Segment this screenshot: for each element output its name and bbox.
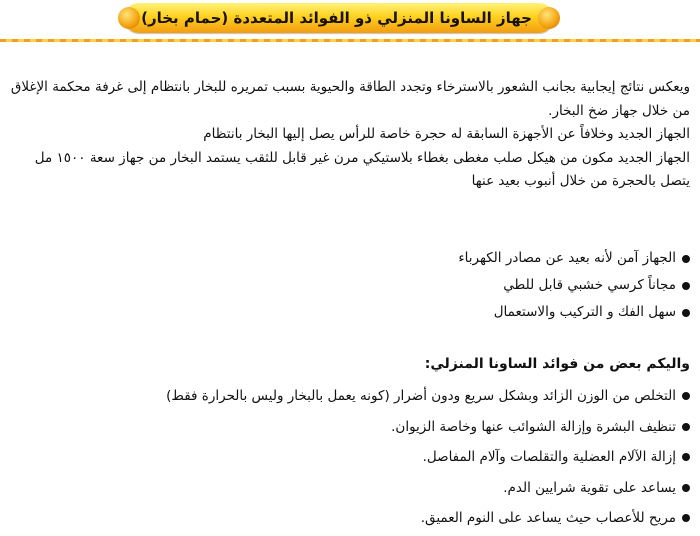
bullet-icon — [682, 423, 690, 431]
title-banner — [124, 3, 554, 33]
page-title: جهاز الساونا المنزلي ذو الفوائد المتعددة (حمام بخار) — [141, 9, 532, 27]
benefit-text: يساعد على تقوية شرايين الدم. — [503, 479, 676, 496]
list-item — [8, 245, 690, 272]
benefit-text: التخلص من الوزن الزائد وبشكل سريع ودون أضرار (كونه يعمل بالبخار وليس بالحرارة فقط) — [166, 388, 676, 404]
list-item — [8, 442, 690, 473]
bullet-icon — [682, 392, 690, 400]
benefits-list — [8, 381, 690, 534]
feature-text: الجهاز آمن لأنه بعيد عن مصادر الكهرباء — [458, 250, 676, 266]
list-item — [8, 299, 690, 326]
intro-paragraph: الجهاز الجديد مكون من هيكل صلب مغطى بغطاء بلاستيكي مرن غير قابل للثقب يستمد البخار من جهاز سعة ١٥٠٠ مل يتصل بالحجرة من خلال أنبوب بعيد عنها — [34, 149, 690, 189]
feature-text: مجاناً كرسي خشبي قابل للطي — [503, 277, 676, 293]
list-item — [8, 381, 690, 412]
bullet-icon — [682, 453, 690, 461]
list-item — [8, 412, 690, 443]
benefit-text: تنظيف البشرة وإزالة الشوائب عنها وخاصة الزيوان. — [391, 418, 676, 435]
benefit-text: إزالة الآلام العضلية والتقلصات وآلام المفاصل. — [422, 449, 676, 465]
bullet-icon — [682, 282, 690, 290]
list-item — [8, 473, 690, 504]
intro-section — [8, 76, 690, 194]
decorative-divider — [0, 39, 700, 42]
feature-text: سهل الفك و التركيب والاستعمال — [493, 304, 676, 320]
bullet-icon — [682, 514, 690, 522]
bullet-icon — [682, 255, 690, 263]
benefits-heading: واليكم بعض من فوائد الساونا المنزلي: — [424, 356, 690, 372]
bullet-icon — [682, 484, 690, 492]
bullet-icon — [682, 309, 690, 317]
benefit-text: مريح للأعصاب حيث يساعد على النوم العميق. — [420, 510, 676, 526]
features-list — [8, 245, 690, 326]
intro-paragraph: الجهاز الجديد وخلافاً عن الأجهزة السابقة له حجرة خاصة للرأس يصل إليها البخار بانتظام — [203, 126, 690, 142]
list-item — [8, 503, 690, 534]
list-item — [8, 272, 690, 299]
intro-paragraph: ويعكس نتائج إيجابية بجانب الشعور بالاسترخاء وتجدد الطاقة والحيوية بسبب تمريره للبخار بانتظام إلى غرفة محكمة الإغلاق من خلال جهاز ضخ البخار. — [10, 79, 690, 119]
